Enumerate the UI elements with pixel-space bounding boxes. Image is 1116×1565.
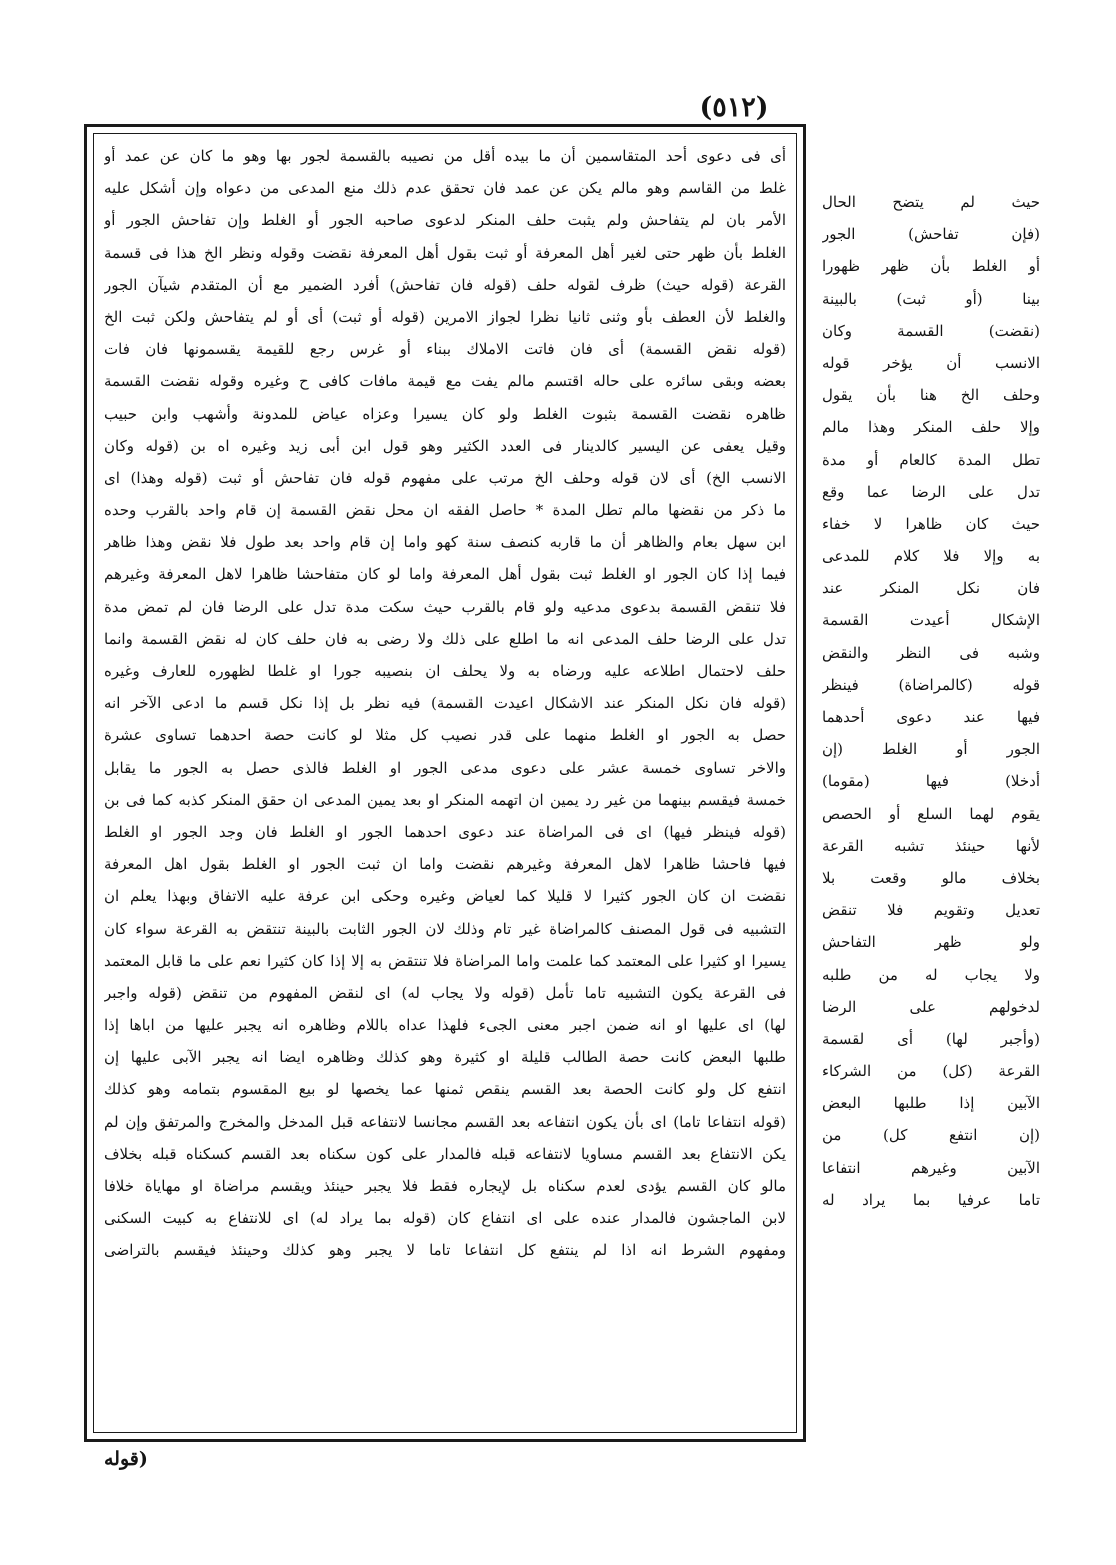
margin-text-column (822, 186, 1040, 1216)
main-text-line: بعضه وبقى سائره على حاله اقتسم مالم يفت مع قيمة مافات كافى ح وغيره وقوله نقضت القسمة (104, 372, 786, 391)
main-text-line: الانسب الخ) أى لان قوله وحلف الخ مرتب على مفهوم قوله فان تفاحش أو ثبت (قوله وهذا) اى (104, 468, 786, 487)
main-text-line: حلف لاحتمال اطلاعه عليه ورضاه به ولا يحلف ان بنصيبه جورا او غلطا لظهوره للعارف وغيره (104, 662, 786, 680)
main-text-line: أى فى دعوى أحد المتقاسمين أن ما بيده أقل من نصيبه بالقسمة لجور بها وهو ما كان عن عمد أو (104, 147, 786, 165)
main-text-line: ظاهره نقضت القسمة بثبوت الغلط ولو كان يسيرا وعزاه عياض للمدونة وأشهب وابن حبيب (104, 404, 786, 423)
main-text-line: يسيرا او كثيرا على المعتمد كما علمت واما المراضاة فلا تنتقض به إلا إذا كان كثيرا نعم على ما قابل المعتمد (104, 951, 786, 970)
margin-text-line: بخلاف مالو وقعت بلا (822, 868, 1040, 887)
margin-text-line: تاما عرفيا بما يراد له (822, 1190, 1040, 1209)
main-text-line: لابن الماجشون فالمدار عنده على اى انتفاع كان (قوله بما يراد له) اى للانتفاع به كبيت السكنى (104, 1209, 786, 1228)
margin-text-line: ولو ظهر التفاحش (822, 933, 1040, 952)
margin-text-line: الانسب أن يؤخر قوله (822, 353, 1040, 372)
main-text-line: انتفع كل ولو كانت الحصة بعد القسم ينقص ثمنها عما يخصها لو بيع المقسوم بتمامه وهو كذلك (104, 1080, 786, 1099)
main-text-line: والغلط لأن العطف بأو وثنى ثانيا نظرا لجواز الامرين (قوله أو ثبت) أى أو لم يتفاحش ولكن ثبت الخ (104, 307, 786, 326)
margin-text-line: (نقضت) القسمة وكان (822, 321, 1040, 340)
main-text-line: لها) اى عليها او انه ضمن اجبر معنى الجىء فلهذا عداه باللام وظاهره انه يجبر عليها من اباها إذا (104, 1016, 786, 1035)
main-text-line: فلا تنقض القسمة بدعوى مدعيه ولو قام بالقرب حيث سكت مدة تدل على الرضا فان لم تمض مدة (104, 597, 786, 616)
main-text-body (93, 133, 797, 1433)
main-text-line: (قوله فان نكل المنكر عند الاشكال اعيدت القسمة) فيه نظر بل إذا نكل قسم ما ادعى الآخر انه (104, 694, 786, 713)
margin-text-line: لأنها حينئذ تشبه القرعة (822, 836, 1040, 855)
main-text-line: التشبيه فى قول المصنف كالمراضاة غير تام وذلك لان الجور الثابت بالبينة تنتقض به القرعة سواء كان (104, 919, 786, 938)
main-text-line: وقيل يعفى عن اليسير كالدينار فى العدد الكثير وهو قول ابن أبى زيد وغيره اه بن (قوله وكان (104, 436, 786, 455)
margin-text-line: أو الغلط بأن ظهر ظهورا (822, 257, 1040, 276)
main-text-line: فيما إذا كان الجور او الغلط ثبت بقول أهل المعرفة واما لو كان متفاحشا ظاهرا لاهل المعرفة وغيرهم (104, 565, 786, 584)
margin-text-line: الآبين وغيرهم انتفاعا (822, 1158, 1040, 1177)
margin-text-line: الجور أو الغلط (إن (822, 740, 1040, 759)
margin-text-line: لدخولهم على الرضا (822, 997, 1040, 1016)
margin-text-line: حيث كان ظاهرا لا خفاء (822, 514, 1040, 533)
margin-text-line: (إن انتفع كل) من (822, 1126, 1040, 1145)
main-text-line: ما ذكر من نقضها مالم تطل المدة * حاصل الفقه ان محل نقض القسمة إن قام واحد بالقرب وحده (104, 501, 786, 520)
margin-text-line: فيها عند دعوى أحدهما (822, 708, 1040, 726)
main-text-frame (84, 124, 806, 1442)
page-number: (٥١٢) (699, 92, 769, 123)
margin-text-line: يقوم لهما السلع أو الحصص (822, 804, 1040, 823)
main-text-line: والاخر تساوى خمسة عشر على دعوى مدعى الجور او الغلط فالذى حصل به الجور ما يقابل (104, 758, 786, 777)
margin-text-line: تعديل وتقويم فلا تنقض (822, 901, 1040, 920)
margin-text-line: وحلف الخ هنا بأن يقول (822, 386, 1040, 405)
main-text-line: خمسة فيقسم بينهما من غير رد يمين ان اتهمه المنكر او بعد يمين المدعى ان حقق المنكر كذبه كما فى بن (104, 790, 786, 809)
margin-text-line: الإشكال أعيدت القسمة (822, 611, 1040, 630)
main-text-line: حصل به الجور او الغلط منهما على قدر نصيب كل مثلا لو كانت حصة احدهما تساوى عشرة (104, 726, 786, 745)
main-text-line: تدل على الرضا حلف المدعى انه ما اطلع على ذلك ولا رضى به فان حلف كان له نقض القسمة وانما (104, 629, 786, 648)
main-text-line: طلبها البعض كانت حصة الطالب قليلة او كثيرة وهو كذلك وظاهره ايضا انه يجبر الآبى عليها إن (104, 1048, 786, 1067)
margin-text-line: أدخلا) فيها (مقوما) (822, 772, 1040, 791)
catchword: (قوله (104, 1448, 148, 1470)
main-text-line: مالو كان القسم يؤدى لعدم سكناه بل لإيجاره فقط فلا يجبر حينئذ ويقسم مراضاة او مهاياة خلافا (104, 1177, 786, 1195)
margin-text-line: تدل على الرضا عما وقع (822, 482, 1040, 501)
main-text-line: فيها فاحشا ظاهرا لاهل المعرفة وغيرهم نقضت واما ان ثبت الجور او الغلط بقول اهل المعرفة (104, 855, 786, 874)
margin-text-line: فان نكل المنكر عند (822, 579, 1040, 598)
main-text-line: نقضت ان كان الجور كثيرا لا قليلا كما لعياض وغيره وحكى ابن عرفة عليه الاتفاق وبهذا يعلم ان (104, 887, 786, 906)
main-text-line: فى القرعة يكون التشبيه تاما تأمل (قوله ولا يجاب له) اى لنقض المفهوم من تنقض (قوله واجبر (104, 983, 786, 1002)
margin-text-line: حيث لم يتضح الحال (822, 193, 1040, 211)
main-text-line: (قوله نقض القسمة) أى فان فاتت الاملاك ببناء أو غرس رجع للقيمة يقسمونها فان فات (104, 340, 786, 359)
margin-text-line: وإلا حلف المنكر وهذا مالم (822, 418, 1040, 437)
main-text-line: الغلط بأن ظهر حتى لغير أهل المعرفة أو ثبت بقول أهل المعرفة نقضت وقوله ونظر الخ هذا فى قسمة (104, 243, 786, 262)
margin-text-line: القرعة (كل) من الشركاء (822, 1062, 1040, 1081)
main-text-line: يكن الانتفاع بعد القسم مساويا لانتفاعه قبله فالمدار على كون سكناه بعد القسم كسكناه قبله بخلاف (104, 1144, 786, 1163)
main-text-line: الأمر بان لم يتفاحش ولم يثبت حلف المنكر لدعوى صاحبه الجور أو الغلط وإن تفاحش الجور أو (104, 211, 786, 230)
margin-text-line: بينا (أو ثبت) بالبينة (822, 289, 1040, 308)
margin-text-line: قوله (كالمراضاة) فينظر (822, 675, 1040, 694)
main-text-line: غلط من القاسم وهو مالم يكن عن عمد فان تحقق عدم ذلك منع المدعى من دعواه وإن أشكل عليه (104, 179, 786, 198)
main-text-line: ابن سهل بعام والظاهر أن ما قاربه كنصف سنة كهو واما إن قام واحد بعد طول فلا نقض وهذا ظاهر (104, 533, 786, 552)
margin-text-line: (فإن تفاحش) الجور (822, 225, 1040, 244)
main-text-line: ومفهوم الشرط انه اذا لم ينتفع كل انتفاعا تاما لا يجبر وهو كذلك وحينئذ فيقسم بالتراضى (104, 1241, 786, 1260)
margin-text-line: تطل المدة كالعام أو مدة (822, 450, 1040, 469)
margin-text-line: وشبه فى النظر والنقض (822, 643, 1040, 662)
main-text-line: (قوله فينظر فيها) اى فى المراضاة عند دعوى احدهما الجور او الغلط فان وجد الجور او الغلط (104, 822, 786, 841)
main-text-line: (قوله انتفاعا تاما) اى بأن يكون انتفاعه بعد القسم مجانسا لانتفاعه قبل المدخل والمخرج والمرتفق وإن لم (104, 1112, 786, 1131)
margin-text-line: ولا يجاب له من طلبه (822, 965, 1040, 984)
margin-text-line: به وإلا فلا كلام للمدعى (822, 547, 1040, 566)
margin-text-line: الآبين إذا طلبها البعض (822, 1094, 1040, 1113)
margin-text-line: (وأجبر لها) أى لقسمة (822, 1029, 1040, 1048)
main-text-line: القرعة (قوله حيث) ظرف لقوله حلف (قوله فان تفاحش) أفرد الضمير مع أن المتقدم شيآن الجور (104, 275, 786, 294)
